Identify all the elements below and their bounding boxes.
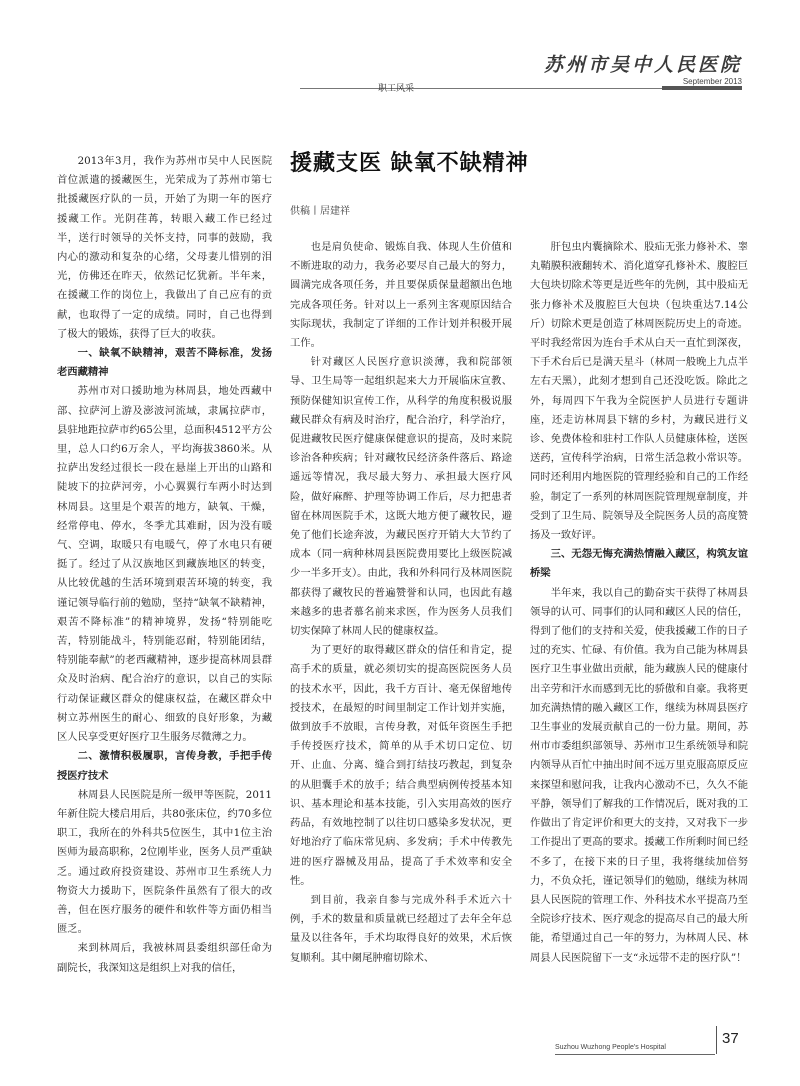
paragraph: 为了更好的取得藏区群众的信任和肯定，提高手术的质量，就必须切实的提高医院医务人员的技术水平，因此，我千方百计、毫无保留地传授技术，在最短的时间里制定工作计划并实施，做到放手不放眼，言传身教，对低年资医生手把手传授医疗技术，简单的从手术切口定位、切开、止血、分离、缝合到打结技巧教起，到复杂的从胆囊手术的放手；结合典型病例传授基本知识、基本理论和基本技能，引入实用高效的医疗药品，有效地控制了以往切口感染多发状况，更好地治疗了临床常见病、多发病；手术中传教先进的医疗器械及用品，提高了手术效率和安全性。 [290,644,512,887]
footer-rule [555,1054,715,1055]
paragraph: 林周县人民医院是所一级甲等医院，2011年新住院大楼启用后，共80张床位，约70多位职工，我所在的外科共5位医生，其中1位主治医师为最高职称，2位刚毕业，医务人员严重缺乏。通过政府投资建设、苏州市卫生系统人力物资大力援助下，医院条件虽然有了很大的改善，但在医疗服务的硬件和软件等方面仍相当匮乏。 [57,788,272,936]
issue-date: September 2013 [682,77,742,86]
article-column-2 [290,238,512,968]
hospital-name: 苏州市吴中人民医院 [543,54,742,76]
page-number: 37 [722,1030,739,1047]
paragraph: 来到林周后，我被林周县委组织部任命为副院长，我深知这是组织上对我的信任， [57,942,272,974]
paragraph: 针对藏区人民医疗意识淡薄，我和院部领导、卫生局等一起组织起来大力开展临床宣教、预防保健知识宣传工作，从科学的角度积极说服藏民群众有病及时治疗，配合治疗，科学治疗，促进藏牧民医疗健康保健意识的提高，及时来院诊治各种疾病；针对藏牧民经济条件落后、路途遥远等情况，我尽最大努力、承担最大医疗风险，做好麻醉、护理等协调工作后，尽力把患者留在林周医院手术，这既大地方便了藏牧民，避免了他们长途奔波，为藏民医疗开销大大节约了成本（同一病种林周县医院费用要比上级医院减少一半多开支）。由此，我和外科同行及林周医院都获得了藏牧民的普遍赞誉和认同，也因此有越来越多的患者慕名前来求医，作为医务人员我们切实保障了林周人民的健康权益。 [290,356,512,638]
paragraph: 半年来，我以自己的勤奋实干获得了林周县领导的认可、同事们的认同和藏区人民的信任，得到了他们的支持和关爱，使我援藏工作的日子过的充实、忙碌、有价值。我为自己能为林周县医疗卫生事业做出贡献，能为藏族人民的健康付出辛劳和汗水而感到无比的骄傲和自豪。我将更加充满热情的融入藏区工作，继续为林周县医疗卫生事业的发展贡献自己的一份力量。期间，苏州市市委组织部领导、苏州市卫生系统领导和院内领导从百忙中抽出时间不远万里克服高原反应来探望和慰问我，让我内心激动不已，久久不能平静，领导们了解我的工作情况后，既对我的工作做出了肯定评价和更大的支持，又对我下一步工作提出了更高的要求。援藏工作所剩时间已经不多了，在接下来的日子里，我将继续加倍努力，不负众托，谨记领导们的勉励，继续为林周县人民医院的管理工作、外科技术水平提高乃至全院诊疗技术、医疗观念的提高尽自己的最大所能，希望通过自己一年的努力，为林周人民、林周县人民医院留下一支“永远带不走的医疗队”！ [530,586,748,964]
section-label: 职工风采 [378,83,415,93]
paragraph: 苏州市对口援助地为林周县，地处西藏中部、拉萨河上游及澎波河流域，隶属拉萨市，县驻地距拉萨市约65公里，总面积4512平方公里，总人口约6万余人，平均海拔3860米。从拉萨出发经过很长一段在悬崖上开出的山路和陡坡下的拉萨河旁，小心翼翼行车两小时达到林周县。这里是个艰苦的地方，缺氧、干燥，经常停电、停水，冬季尤其难耐，因为没有暖气、空调，取暖只有电暖气，停了水电只有硬挺了。经过了从汉族地区到藏族地区的转变，从比较优越的生活环境到艰苦环境的转变，我谨记领导临行前的勉励，坚持“缺氧不缺精神，艰苦不降标准”的精神境界，发扬“特别能吃苦，特别能战斗，特别能忍耐，特别能团结，特别能奉献”的老西藏精神，逐步提高林周县群众及时治病、配合治疗的意识，以自己的实际行动保证藏区群众的健康权益，在藏区群众中树立苏州医生的耐心、细致的良好形象，为藏区人民享受更好医疗卫生服务尽微薄之力。 [57,385,272,744]
section-heading: 三、无怨无悔充满热情融入藏区，构筑友谊桥梁 [530,548,748,580]
paragraph: 肝包虫内囊摘除术、股疝无张力修补术、睾丸鞘膜积液翻转术、消化道穿孔修补术、腹腔巨大包块切除术等更是近些年的先例，其中股疝无张力修补术及腹腔巨大包块（包块重达7.14公斤）切除术更是创造了林周医院历史上的奇迹。平时我经常因为连台手术从白天一直忙到深夜，下手术台后已是满天星斗（林周一般晚上九点半左右天黑），此刻才想到自己还没吃饭。除此之外，每周四下午我为全院医护人员进行专题讲座，还走访林周县下辖的乡村，为藏民进行义诊、免费体检和驻村工作队人员健康体检，送医送药，宣传科学治病，日常生活急救小常识等。同时还利用内地医院的管理经验和自己的工作经验，制定了一系列的林周医院管理规章制度，并受到了卫生局、院领导及全院医务人员的高度赞扬及一致好评。 [530,241,748,542]
section-heading: 一、缺氧不缺精神，艰苦不降标准，发扬老西藏精神 [57,347,272,379]
header-rule [300,88,670,89]
paragraph: 2013年3月，我作为苏州市吴中人民医院首位派遣的援藏医生，光荣成为了苏州市第七批援藏医疗队的一员，开始了为期一年的医疗援藏工作。光阴荏苒，转眼入藏工作已经过半，送行时领导的关怀支持，同事的鼓励，我内心的激动和复杂的心绪，父母妻儿惜别的泪光，仿佛还在昨天，依然记忆犹新。半年来，在援藏工作的岗位上，我做出了自己应有的贡献，也取得了一定的成绩。同时，自己也得到了极大的锻炼，获得了巨大的收获。 [57,155,272,340]
paragraph: 到目前，我亲自参与完成外科手术近六十例，手术的数量和质量就已经超过了去年全年总量及以往各年，手术均取得良好的效果，术后恢复顺利。其中阑尾肿瘤切除术、 [290,893,512,964]
article-title: 援藏支医 缺氧不缺精神 [290,151,529,176]
header-rule-accent [662,86,742,90]
article-author: 供稿丨居建祥 [290,206,350,217]
article-column-3 [530,238,748,968]
footer-hospital-name: Suzhou Wuzhong People's Hospital [555,1044,666,1051]
paragraph: 也是肩负使命、锻炼自我、体现人生价值和不断进取的动力，我务必要尽自己最大的努力，圆满完成各项任务，并且要保质保量超额出色地完成各项任务。针对以上一系列主客观原因结合实际现状，我制定了详细的工作计划并积极开展工作。 [290,241,512,350]
section-heading: 二、激情积极履职，言传身教，手把手传授医疗技术 [57,750,272,782]
article-column-1 [57,152,272,978]
